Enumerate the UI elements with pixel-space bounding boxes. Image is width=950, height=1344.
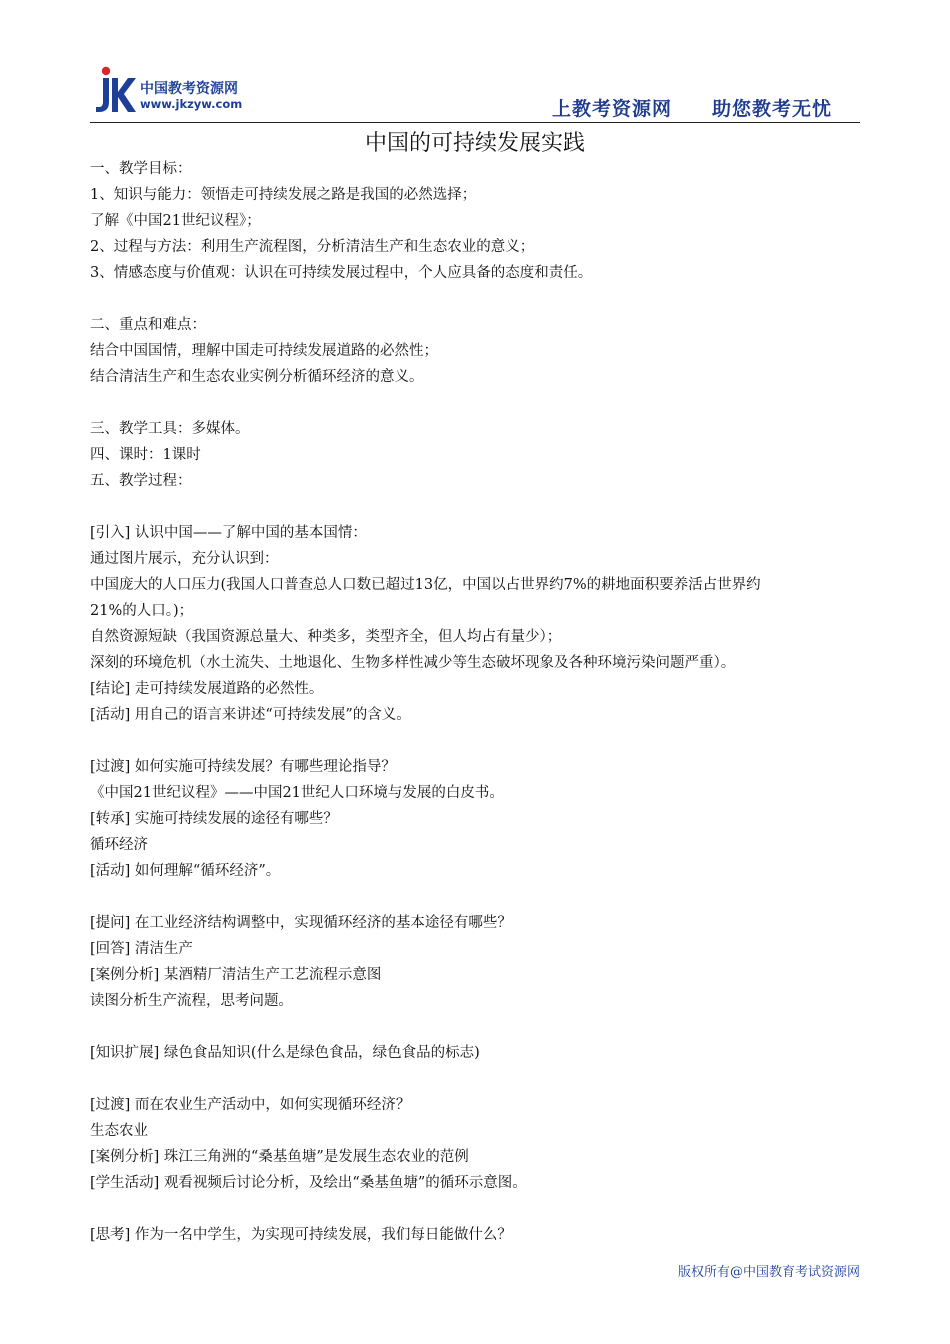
text-line: 中国庞大的人口压力(我国人口普查总人口数已超过13亿，中国以占世界约7%的耕地面积要养活占世界约 xyxy=(90,577,761,593)
text-line: [回答] 清洁生产 xyxy=(90,941,193,957)
text-line: [知识扩展] 绿色食品知识(什么是绿色食品，绿色食品的标志) xyxy=(90,1045,480,1061)
text-line: [活动] 用自己的语言来讲述“可持续发展”的含义。 xyxy=(90,707,411,723)
text-line: 二、重点和难点： xyxy=(90,317,206,333)
slogan-left: 上教考资源网 xyxy=(551,98,672,120)
text-line: [提问] 在工业经济结构调整中，实现循环经济的基本途径有哪些？ xyxy=(90,915,512,931)
text-line: 结合中国国情，理解中国走可持续发展道路的必然性； xyxy=(90,343,438,359)
blank-line xyxy=(90,494,865,520)
text-line: 《中国21世纪议程》——中国21世纪人口环境与发展的白皮书。 xyxy=(90,785,504,801)
text-line: 生态农业 xyxy=(90,1123,148,1139)
page-header xyxy=(90,60,860,123)
text-line: 循环经济 xyxy=(90,837,148,853)
text-line: [思考] 作为一名中学生，为实现可持续发展，我们每日能做什么？ xyxy=(90,1227,512,1243)
text-line: [引入] 认识中国——了解中国的基本国情： xyxy=(90,525,367,541)
text-line: 21%的人口。)； xyxy=(90,603,194,619)
copyright-footer: 版权所有@中国教育考试资源网 xyxy=(677,1265,860,1280)
blank-line xyxy=(90,728,865,754)
blank-line xyxy=(90,286,865,312)
text-line: 深刻的环境危机（水土流失、土地退化、生物多样性减少等生态破坏现象及各种环境污染问题严重）。 xyxy=(90,655,736,671)
text-line: 读图分析生产流程，思考问题。 xyxy=(90,993,293,1009)
document-body xyxy=(90,156,865,1248)
text-line: [过渡] 而在农业生产活动中，如何实现循环经济？ xyxy=(90,1097,411,1113)
jk-logo-icon xyxy=(94,64,138,116)
text-line: 2、过程与方法：利用生产流程图，分析清洁生产和生态农业的意义； xyxy=(90,239,535,255)
text-line: 结合清洁生产和生态农业实例分析循环经济的意义。 xyxy=(90,369,424,385)
logo-site-name: 中国教考资源网 xyxy=(140,81,238,97)
text-line: [学生活动] 观看视频后讨论分析，及绘出“桑基鱼塘”的循环示意图。 xyxy=(90,1175,527,1191)
blank-line xyxy=(90,390,865,416)
blank-line xyxy=(90,884,865,910)
logo-site-url: www.jkzyw.com xyxy=(140,97,243,111)
text-line: 一、教学目标： xyxy=(90,161,192,177)
slogan-right: 助您教考无忧 xyxy=(711,98,832,120)
text-line: 自然资源短缺（我国资源总量大、种类多，类型齐全，但人均占有量少）； xyxy=(90,629,562,645)
site-logo[interactable] xyxy=(94,64,274,116)
blank-line xyxy=(90,1014,865,1040)
text-line: 五、教学过程： xyxy=(90,473,192,489)
text-line: [案例分析] 珠江三角洲的“桑基鱼塘”是发展生态农业的范例 xyxy=(90,1149,469,1165)
blank-line xyxy=(90,1066,865,1092)
document-title: 中国的可持续发展实践 xyxy=(364,131,585,156)
text-line: 了解《中国21世纪议程》； xyxy=(90,213,261,229)
text-line: 四、课时：1课时 xyxy=(90,447,201,463)
text-line: [结论] 走可持续发展道路的必然性。 xyxy=(90,681,324,697)
text-line: 3、情感态度与价值观：认识在可持续发展过程中，个人应具备的态度和责任。 xyxy=(90,265,593,281)
header-slogan xyxy=(552,94,832,121)
text-line: 通过图片展示，充分认识到： xyxy=(90,551,279,567)
text-line: [活动] 如何理解“循环经济”。 xyxy=(90,863,281,879)
text-line: [案例分析] 某酒精厂清洁生产工艺流程示意图 xyxy=(90,967,382,983)
blank-line xyxy=(90,1196,865,1222)
text-line: 三、教学工具：多媒体。 xyxy=(90,421,250,437)
text-line: [转承] 实施可持续发展的途径有哪些？ xyxy=(90,811,338,827)
text-line: 1、知识与能力：领悟走可持续发展之路是我国的必然选择； xyxy=(90,187,477,203)
text-line: [过渡] 如何实施可持续发展？有哪些理论指导？ xyxy=(90,759,396,775)
